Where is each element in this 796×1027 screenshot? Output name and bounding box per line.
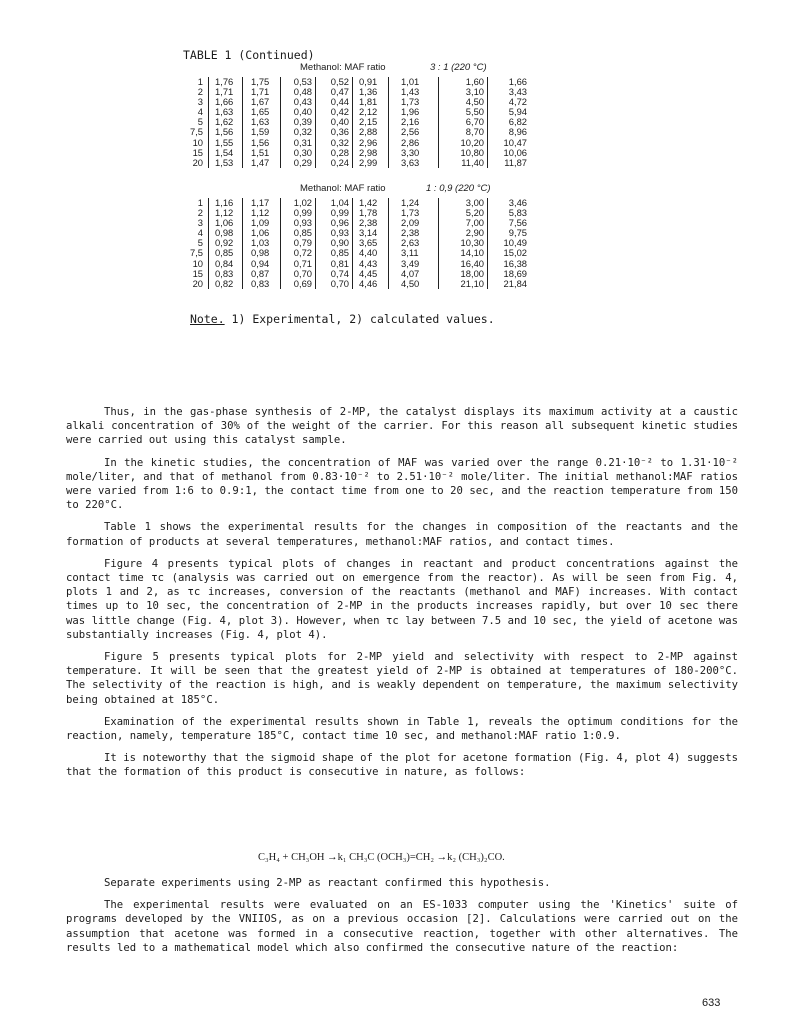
section-1-condition: 3 : 1 (220 °C) xyxy=(430,62,487,73)
value-cell: 5,20 xyxy=(439,208,488,218)
value-cell: 3,46 xyxy=(488,198,531,208)
value-cell: 1,73 xyxy=(389,97,439,107)
value-cell: 2,16 xyxy=(389,117,439,127)
value-cell: 0,72 xyxy=(281,248,316,258)
value-cell: 1,36 xyxy=(353,87,389,97)
value-cell: 1,76 xyxy=(209,77,243,87)
value-cell: 1,66 xyxy=(488,77,531,87)
value-cell: 21,10 xyxy=(439,279,488,289)
paragraph: Figure 4 presents typical plots of changes in reactant and product concentrations against the contact time τc (analysis was carried out on emergence from the reactor). As will be seen from Fig. 4, plots 1 and 2, as τc increases, conversion of the reactants (methanol and MAF) increases. With contact times up to 10 sec, the concentration of 2-MP in the products increases rapidly, but over 10 sec there was little change (Fig. 4, plot 3). However, when τc lay between 7.5 and 10 sec, the yield of acetone was substantially increases (Fig. 4, plot 4). xyxy=(66,557,738,641)
value-cell: 4,40 xyxy=(353,248,389,258)
value-cell: 1,43 xyxy=(389,87,439,97)
value-cell: 0,82 xyxy=(209,279,243,289)
value-cell: 2,56 xyxy=(389,127,439,137)
value-cell: 8,96 xyxy=(488,127,531,137)
paragraph: Examination of the experimental results shown in Table 1, reveals the optimum conditions for the reaction, namely, temperature 185°C, contact time 10 sec, and methanol:MAF ratio 1:0.9. xyxy=(66,715,738,743)
value-cell: 2,15 xyxy=(353,117,389,127)
body-text-top xyxy=(66,405,738,788)
value-cell: 0,74 xyxy=(316,269,353,279)
time-cell: 20 xyxy=(192,277,203,289)
value-cell: 6,82 xyxy=(488,117,531,127)
value-cell: 0,84 xyxy=(209,259,243,269)
value-cell: 1,65 xyxy=(243,107,281,117)
value-cell: 0,93 xyxy=(316,228,353,238)
value-cell: 0,96 xyxy=(316,218,353,228)
time-cell: 1 xyxy=(197,197,203,208)
value-cell: 1,55 xyxy=(209,138,243,148)
value-cell: 2,88 xyxy=(353,127,389,137)
time-cell: 3 xyxy=(197,217,203,229)
value-cell: 4,50 xyxy=(389,279,439,289)
value-cell: 1,16 xyxy=(209,198,243,208)
value-cell: 1,06 xyxy=(209,218,243,228)
paragraph: Figure 5 presents typical plots for 2-MP yield and selectivity with respect to 2-MP against temperature. It will be seen that the greatest yield of 2-MP is obtained at temperatures of 180-200°C. The selectivity of the reaction is high, and is weakly dependent on temperature, the maximum selectivity being obtained at 185°C. xyxy=(66,651,738,706)
value-cell: 0,81 xyxy=(316,259,353,269)
value-cell: 0,28 xyxy=(316,148,353,158)
value-cell: 0,40 xyxy=(316,117,353,127)
value-cell: 1,59 xyxy=(243,127,281,137)
value-cell: 10,30 xyxy=(439,238,488,248)
value-cell: 16,40 xyxy=(439,259,488,269)
paragraph: The experimental results were evaluated on an ES-1033 computer using the 'Kinetics' suite of programs developed by the VNIIOS, as on a previous occasion [2]. Calculations were carried out on the assumption that acetone was formed in a consecutive reaction, together with other alternatives. The results led to a mathematical model which also confirmed the consecutive nature of the reaction: xyxy=(66,899,738,954)
value-cell: 1,09 xyxy=(243,218,281,228)
value-cell: 1,67 xyxy=(243,97,281,107)
paragraph: In the kinetic studies, the concentration of MAF was varied over the range 0.21·10⁻² to 1.31·10⁻² mole/liter, and that of methanol from 0.83·10⁻² to 2.51·10⁻² mole/liter. The initial methanol:MAF ratios were varied from 1:6 to 0.9:1, the contact time from one to 20 sec, and the reaction temperature from 150 to 220°C. xyxy=(66,456,738,512)
value-cell: 1,51 xyxy=(243,148,281,158)
value-cell: 0,85 xyxy=(281,228,316,238)
value-cell: 2,98 xyxy=(353,148,389,158)
value-cell: 2,09 xyxy=(389,218,439,228)
table-note xyxy=(190,312,495,326)
value-cell: 10,49 xyxy=(488,238,531,248)
time-cell: 4 xyxy=(197,106,203,118)
value-cell: 1,12 xyxy=(243,208,281,218)
value-cell: 0,70 xyxy=(281,269,316,279)
value-cell: 0,85 xyxy=(316,248,353,258)
value-cell: 0,31 xyxy=(281,138,316,148)
value-cell: 0,39 xyxy=(281,117,316,127)
value-cell: 0,32 xyxy=(281,127,316,137)
value-cell: 0,79 xyxy=(281,238,316,248)
value-cell: 1,12 xyxy=(209,208,243,218)
value-cell: 0,29 xyxy=(281,158,316,168)
value-cell: 2,96 xyxy=(353,138,389,148)
time-cell: 7,5 xyxy=(189,247,203,259)
time-cell: 5 xyxy=(197,237,203,249)
value-cell: 3,49 xyxy=(389,259,439,269)
value-cell: 1,96 xyxy=(389,107,439,117)
time-cell: 1 xyxy=(197,76,203,87)
paragraph: Table 1 shows the experimental results for the changes in composition of the reactants and the formation of products at several temperatures, methanol:MAF ratios, and contact times. xyxy=(66,521,738,548)
value-cell: 1,17 xyxy=(243,198,281,208)
value-cell: 0,99 xyxy=(281,208,316,218)
value-cell: 7,56 xyxy=(488,218,531,228)
value-cell: 3,63 xyxy=(389,158,439,168)
value-cell: 0,52 xyxy=(316,77,353,87)
data-table-section-2 xyxy=(186,198,530,289)
value-cell: 9,75 xyxy=(488,228,531,238)
value-cell: 1,63 xyxy=(243,117,281,127)
value-cell: 5,83 xyxy=(488,208,531,218)
value-cell: 4,46 xyxy=(353,279,389,289)
value-cell: 1,04 xyxy=(316,198,353,208)
section-2-header-label: Methanol: MAF ratio xyxy=(300,183,386,194)
paragraph: Thus, in the gas-phase synthesis of 2-MP, the catalyst displays its maximum activity at a caustic alkali concentration of 30% of the weight of the carrier. For this reason all subsequent kinetic studies were carried out using this catalyst sample. xyxy=(66,406,738,447)
value-cell: 0,83 xyxy=(243,279,281,289)
reaction-equation: C₃H₄ + CH₃OH →k₁ CH₃C (OCH₃)=CH₂ →k₂ (CH₃)₂CO. xyxy=(258,852,505,863)
value-cell: 11,40 xyxy=(439,158,488,168)
value-cell: 4,45 xyxy=(353,269,389,279)
value-cell: 5,94 xyxy=(488,107,531,117)
section-2-header xyxy=(300,183,491,194)
value-cell: 2,38 xyxy=(389,228,439,238)
value-cell: 0,83 xyxy=(209,269,243,279)
section-1-header xyxy=(300,62,487,73)
value-cell: 2,90 xyxy=(439,228,488,238)
value-cell: 8,70 xyxy=(439,127,488,137)
value-cell: 0,98 xyxy=(209,228,243,238)
table-row xyxy=(186,158,530,168)
value-cell: 1,66 xyxy=(209,97,243,107)
value-cell: 1,24 xyxy=(389,198,439,208)
value-cell: 1,53 xyxy=(209,158,243,168)
value-cell: 1,62 xyxy=(209,117,243,127)
table-row xyxy=(186,279,530,289)
value-cell: 0,43 xyxy=(281,97,316,107)
value-cell: 3,43 xyxy=(488,87,531,97)
value-cell: 3,65 xyxy=(353,238,389,248)
value-cell: 0,47 xyxy=(316,87,353,97)
value-cell: 0,69 xyxy=(281,279,316,289)
time-cell: 2 xyxy=(197,86,203,98)
value-cell: 4,07 xyxy=(389,269,439,279)
time-cell: 2 xyxy=(197,207,203,219)
value-cell: 0,98 xyxy=(243,248,281,258)
value-cell: 0,85 xyxy=(209,248,243,258)
value-cell: 1,78 xyxy=(353,208,389,218)
value-cell: 0,30 xyxy=(281,148,316,158)
value-cell: 1,56 xyxy=(209,127,243,137)
value-cell: 4,50 xyxy=(439,97,488,107)
value-cell: 0,92 xyxy=(209,238,243,248)
value-cell: 18,69 xyxy=(488,269,531,279)
value-cell: 15,02 xyxy=(488,248,531,258)
table-caption: TABLE 1 (Continued) xyxy=(183,48,315,62)
value-cell: 1,81 xyxy=(353,97,389,107)
value-cell: 0,91 xyxy=(353,77,389,87)
page-number: 633 xyxy=(702,997,721,1009)
value-cell: 10,06 xyxy=(488,148,531,158)
value-cell: 16,38 xyxy=(488,259,531,269)
value-cell: 0,44 xyxy=(316,97,353,107)
time-cell: 10 xyxy=(192,136,203,148)
value-cell: 5,50 xyxy=(439,107,488,117)
value-cell: 3,11 xyxy=(389,248,439,258)
value-cell: 0,90 xyxy=(316,238,353,248)
value-cell: 7,00 xyxy=(439,218,488,228)
value-cell: 2,12 xyxy=(353,107,389,117)
value-cell: 0,93 xyxy=(281,218,316,228)
value-cell: 2,86 xyxy=(389,138,439,148)
value-cell: 0,36 xyxy=(316,127,353,137)
value-cell: 1,42 xyxy=(353,198,389,208)
value-cell: 1,56 xyxy=(243,138,281,148)
time-cell: 10 xyxy=(192,257,203,269)
value-cell: 0,42 xyxy=(316,107,353,117)
value-cell: 1,47 xyxy=(243,158,281,168)
paragraph: It is noteworthy that the sigmoid shape of the plot for acetone formation (Fig. 4, plot 4) suggests that the formation of this product is consecutive in nature, as follows: xyxy=(66,752,738,779)
value-cell: 1,73 xyxy=(389,208,439,218)
value-cell: 0,71 xyxy=(281,259,316,269)
value-cell: 21,84 xyxy=(488,279,531,289)
value-cell: 10,20 xyxy=(439,138,488,148)
value-cell: 2,38 xyxy=(353,218,389,228)
value-cell: 0,48 xyxy=(281,87,316,97)
value-cell: 0,99 xyxy=(316,208,353,218)
value-cell: 4,72 xyxy=(488,97,531,107)
value-cell: 2,99 xyxy=(353,158,389,168)
value-cell: 1,63 xyxy=(209,107,243,117)
time-cell: 5 xyxy=(197,116,203,128)
value-cell: 1,01 xyxy=(389,77,439,87)
value-cell: 1,06 xyxy=(243,228,281,238)
time-cell: 15 xyxy=(192,267,203,279)
time-cell: 4 xyxy=(197,227,203,239)
value-cell: 1,02 xyxy=(281,198,316,208)
value-cell: 1,75 xyxy=(243,77,281,87)
value-cell: 18,00 xyxy=(439,269,488,279)
section-1-header-label: Methanol: MAF ratio xyxy=(300,62,386,73)
value-cell: 1,71 xyxy=(243,87,281,97)
value-cell: 3,30 xyxy=(389,148,439,158)
time-cell: 20 xyxy=(192,156,203,168)
value-cell: 10,47 xyxy=(488,138,531,148)
value-cell: 1,54 xyxy=(209,148,243,158)
value-cell: 0,24 xyxy=(316,158,353,168)
value-cell: 0,32 xyxy=(316,138,353,148)
data-table-section-1 xyxy=(186,77,530,168)
value-cell: 14,10 xyxy=(439,248,488,258)
value-cell: 10,80 xyxy=(439,148,488,158)
time-cell: 15 xyxy=(192,146,203,158)
value-cell: 3,00 xyxy=(439,198,488,208)
paragraph: Separate experiments using 2-MP as reactant confirmed this hypothesis. xyxy=(104,877,551,889)
time-cell: 3 xyxy=(197,96,203,108)
value-cell: 6,70 xyxy=(439,117,488,127)
note-text: 1) Experimental, 2) calculated values. xyxy=(224,312,495,326)
value-cell: 0,87 xyxy=(243,269,281,279)
value-cell: 0,94 xyxy=(243,259,281,269)
value-cell: 0,40 xyxy=(281,107,316,117)
value-cell: 11,87 xyxy=(488,158,531,168)
value-cell: 1,60 xyxy=(439,77,488,87)
value-cell: 3,14 xyxy=(353,228,389,238)
value-cell: 1,71 xyxy=(209,87,243,97)
value-cell: 1,03 xyxy=(243,238,281,248)
time-cell: 7,5 xyxy=(189,126,203,138)
value-cell: 0,70 xyxy=(316,279,353,289)
note-label: Note. xyxy=(190,312,225,326)
value-cell: 3,10 xyxy=(439,87,488,97)
section-2-condition: 1 : 0,9 (220 °C) xyxy=(426,183,491,194)
body-text-bottom xyxy=(66,876,738,963)
value-cell: 0,53 xyxy=(281,77,316,87)
value-cell: 4,43 xyxy=(353,259,389,269)
value-cell: 2,63 xyxy=(389,238,439,248)
